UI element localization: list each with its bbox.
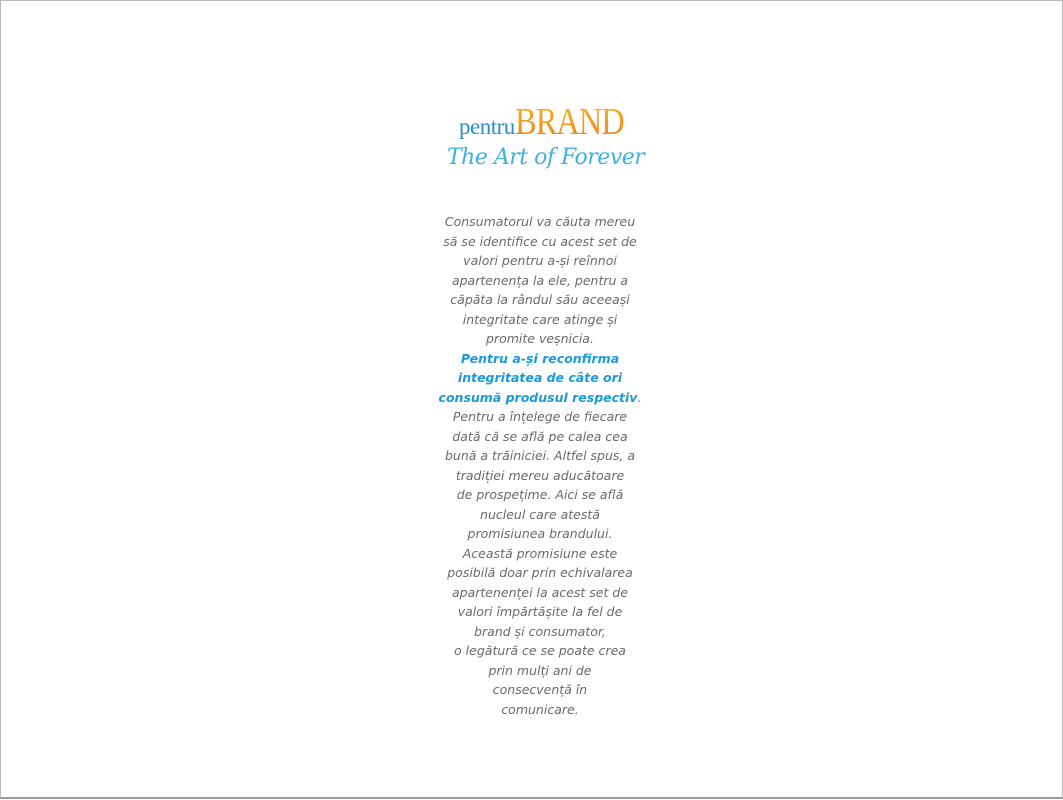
body-line: Consumatorul va căuta mereu bbox=[444, 214, 636, 229]
highlight-tail: . bbox=[637, 389, 642, 405]
body-line: o legătură ce se poate crea bbox=[454, 643, 626, 658]
body-line: consecvență în bbox=[492, 682, 588, 697]
body-line: nucleul care atestă bbox=[480, 506, 600, 522]
body-text bbox=[430, 212, 650, 719]
body-line: de prospețime. Aici se află bbox=[456, 487, 624, 502]
body-line: căpăta la rândul său aceeași bbox=[450, 292, 630, 307]
body-line: tradiției mereu aducătoare bbox=[455, 467, 625, 483]
body-line: integritate care atinge și bbox=[462, 311, 618, 327]
highlight-line: Pentru a-și reconfirma bbox=[460, 350, 620, 366]
body-line: promite veșnicia. bbox=[486, 331, 594, 346]
body-line: valori împărtășite la fel de bbox=[457, 604, 623, 619]
body-line: apartenenței la acest set de bbox=[452, 584, 628, 600]
logo-pentru: pentru bbox=[459, 114, 515, 139]
highlight-text: consumă produsul respectiv bbox=[438, 389, 638, 405]
body-line: comunicare. bbox=[501, 701, 579, 717]
body-line: prin mulți ani de bbox=[488, 662, 592, 678]
body-line: brand și consumator, bbox=[474, 623, 606, 639]
body-line: să se identifice cu acest set de bbox=[443, 233, 637, 249]
body-line: apartenența la ele, pentru a bbox=[451, 272, 629, 288]
logo-wordmark bbox=[459, 103, 643, 141]
body-line: promisiunea brandului. bbox=[467, 526, 613, 541]
body-line: Pentru a înțelege de fiecare bbox=[452, 409, 628, 424]
highlight-line: integritatea de câte ori bbox=[457, 370, 623, 385]
body-line: Această promisiune este bbox=[462, 545, 618, 561]
logo-tagline: The Art of Forever bbox=[447, 145, 645, 170]
logo-brand: BRAND bbox=[514, 101, 624, 143]
pentrubrand-logo bbox=[443, 101, 645, 186]
highlight-line-last bbox=[430, 388, 650, 408]
body-line: bună a trăiniciei. Altfel spus, a bbox=[444, 448, 636, 463]
body-line: valori pentru a-și reînnoi bbox=[463, 253, 617, 268]
body-line: dată că se află pe calea cea bbox=[452, 428, 628, 444]
body-line: posibilă doar prin echivalarea bbox=[447, 565, 633, 580]
